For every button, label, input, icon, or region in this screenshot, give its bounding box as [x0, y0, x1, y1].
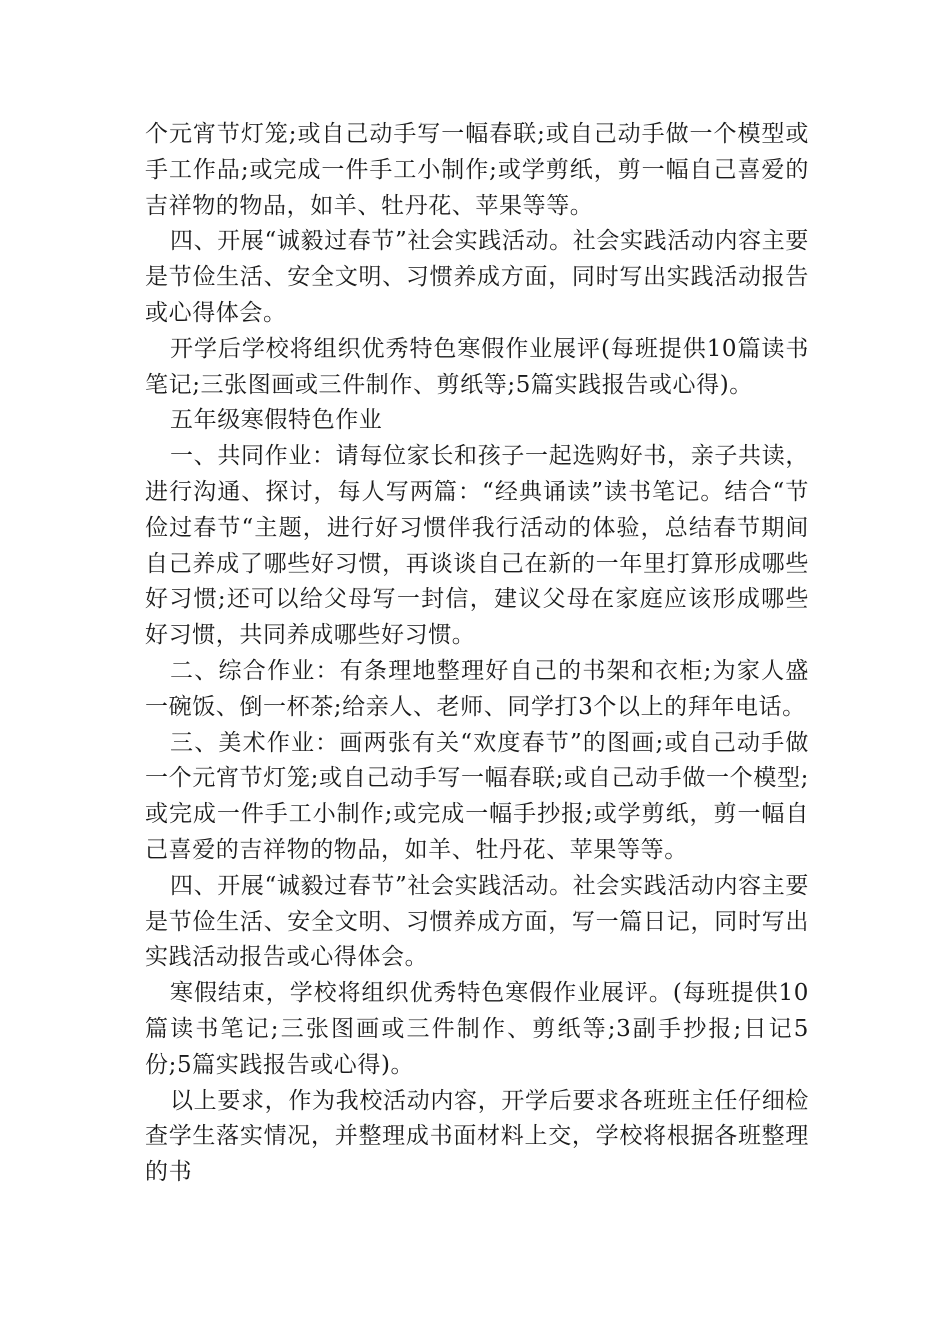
document-body: [145, 117, 809, 1191]
section-heading-grade-five: 五年级寒假特色作业: [170, 407, 383, 434]
paragraph-social-practice: 四、开展“诚毅过春节”社会实践活动。社会实践活动内容主要是节俭生活、安全文明、习惯养成方面，同时写出实践活动报告或心得体会。: [145, 228, 809, 326]
paragraph-exhibition-notice: 开学后学校将组织优秀特色寒假作业展评(每班提供10篇读书笔记;三张图画或三件制作、剪纸等;5篇实践报告或心得)。: [145, 335, 809, 398]
paragraph-requirements-summary: 以上要求，作为我校活动内容，开学后要求各班班主任仔细检查学生落实情况，并整理成书面材料上交，学校将根据各班整理的书: [145, 1087, 809, 1186]
paragraph-continued-art-options: 个元宵节灯笼;或自己动手写一幅春联;或自己动手做一个模型或手工作品;或完成一件手工小制作;或学剪纸，剪一幅自己喜爱的吉祥物的物品，如羊、牡丹花、苹果等等。: [145, 121, 809, 219]
paragraph-art-homework: 三、美术作业：画两张有关“欢度春节”的图画;或自己动手做一个元宵节灯笼;或自己动手写一幅春联;或自己动手做一个模型;或完成一件手工小制作;或完成一幅手抄报;或学剪纸，剪一幅自己喜爱的吉祥物的物品，如羊、牡丹花、苹果等等。: [145, 729, 809, 863]
paragraph-winter-break-exhibition: 寒假结束，学校将组织优秀特色寒假作业展评。(每班提供10篇读书笔记;三张图画或三件制作、剪纸等;3副手抄报;日记5份;5篇实践报告或心得)。: [145, 980, 809, 1078]
paragraph-social-practice-grade-five: 四、开展“诚毅过春节”社会实践活动。社会实践活动内容主要是节俭生活、安全文明、习惯养成方面，写一篇日记，同时写出实践活动报告或心得体会。: [145, 872, 809, 971]
paragraph-joint-homework: 一、共同作业：请每位家长和孩子一起选购好书，亲子共读，进行沟通、探讨，每人写两篇：“经典诵读”读书笔记。结合“节俭过春节“主题，进行好习惯伴我行活动的体验，总结春节期间自己养成了哪些好习惯，再谈谈自己在新的一年里打算形成哪些好习惯;还可以给父母写一封信，建议父母在家庭应该形成哪些好习惯，共同养成哪些好习惯。: [145, 443, 809, 649]
paragraph-comprehensive-homework: 二、综合作业：有条理地整理好自己的书架和衣柜;为家人盛一碗饭、倒一杯茶;给亲人、老师、同学打3个以上的拜年电话。: [145, 657, 809, 720]
